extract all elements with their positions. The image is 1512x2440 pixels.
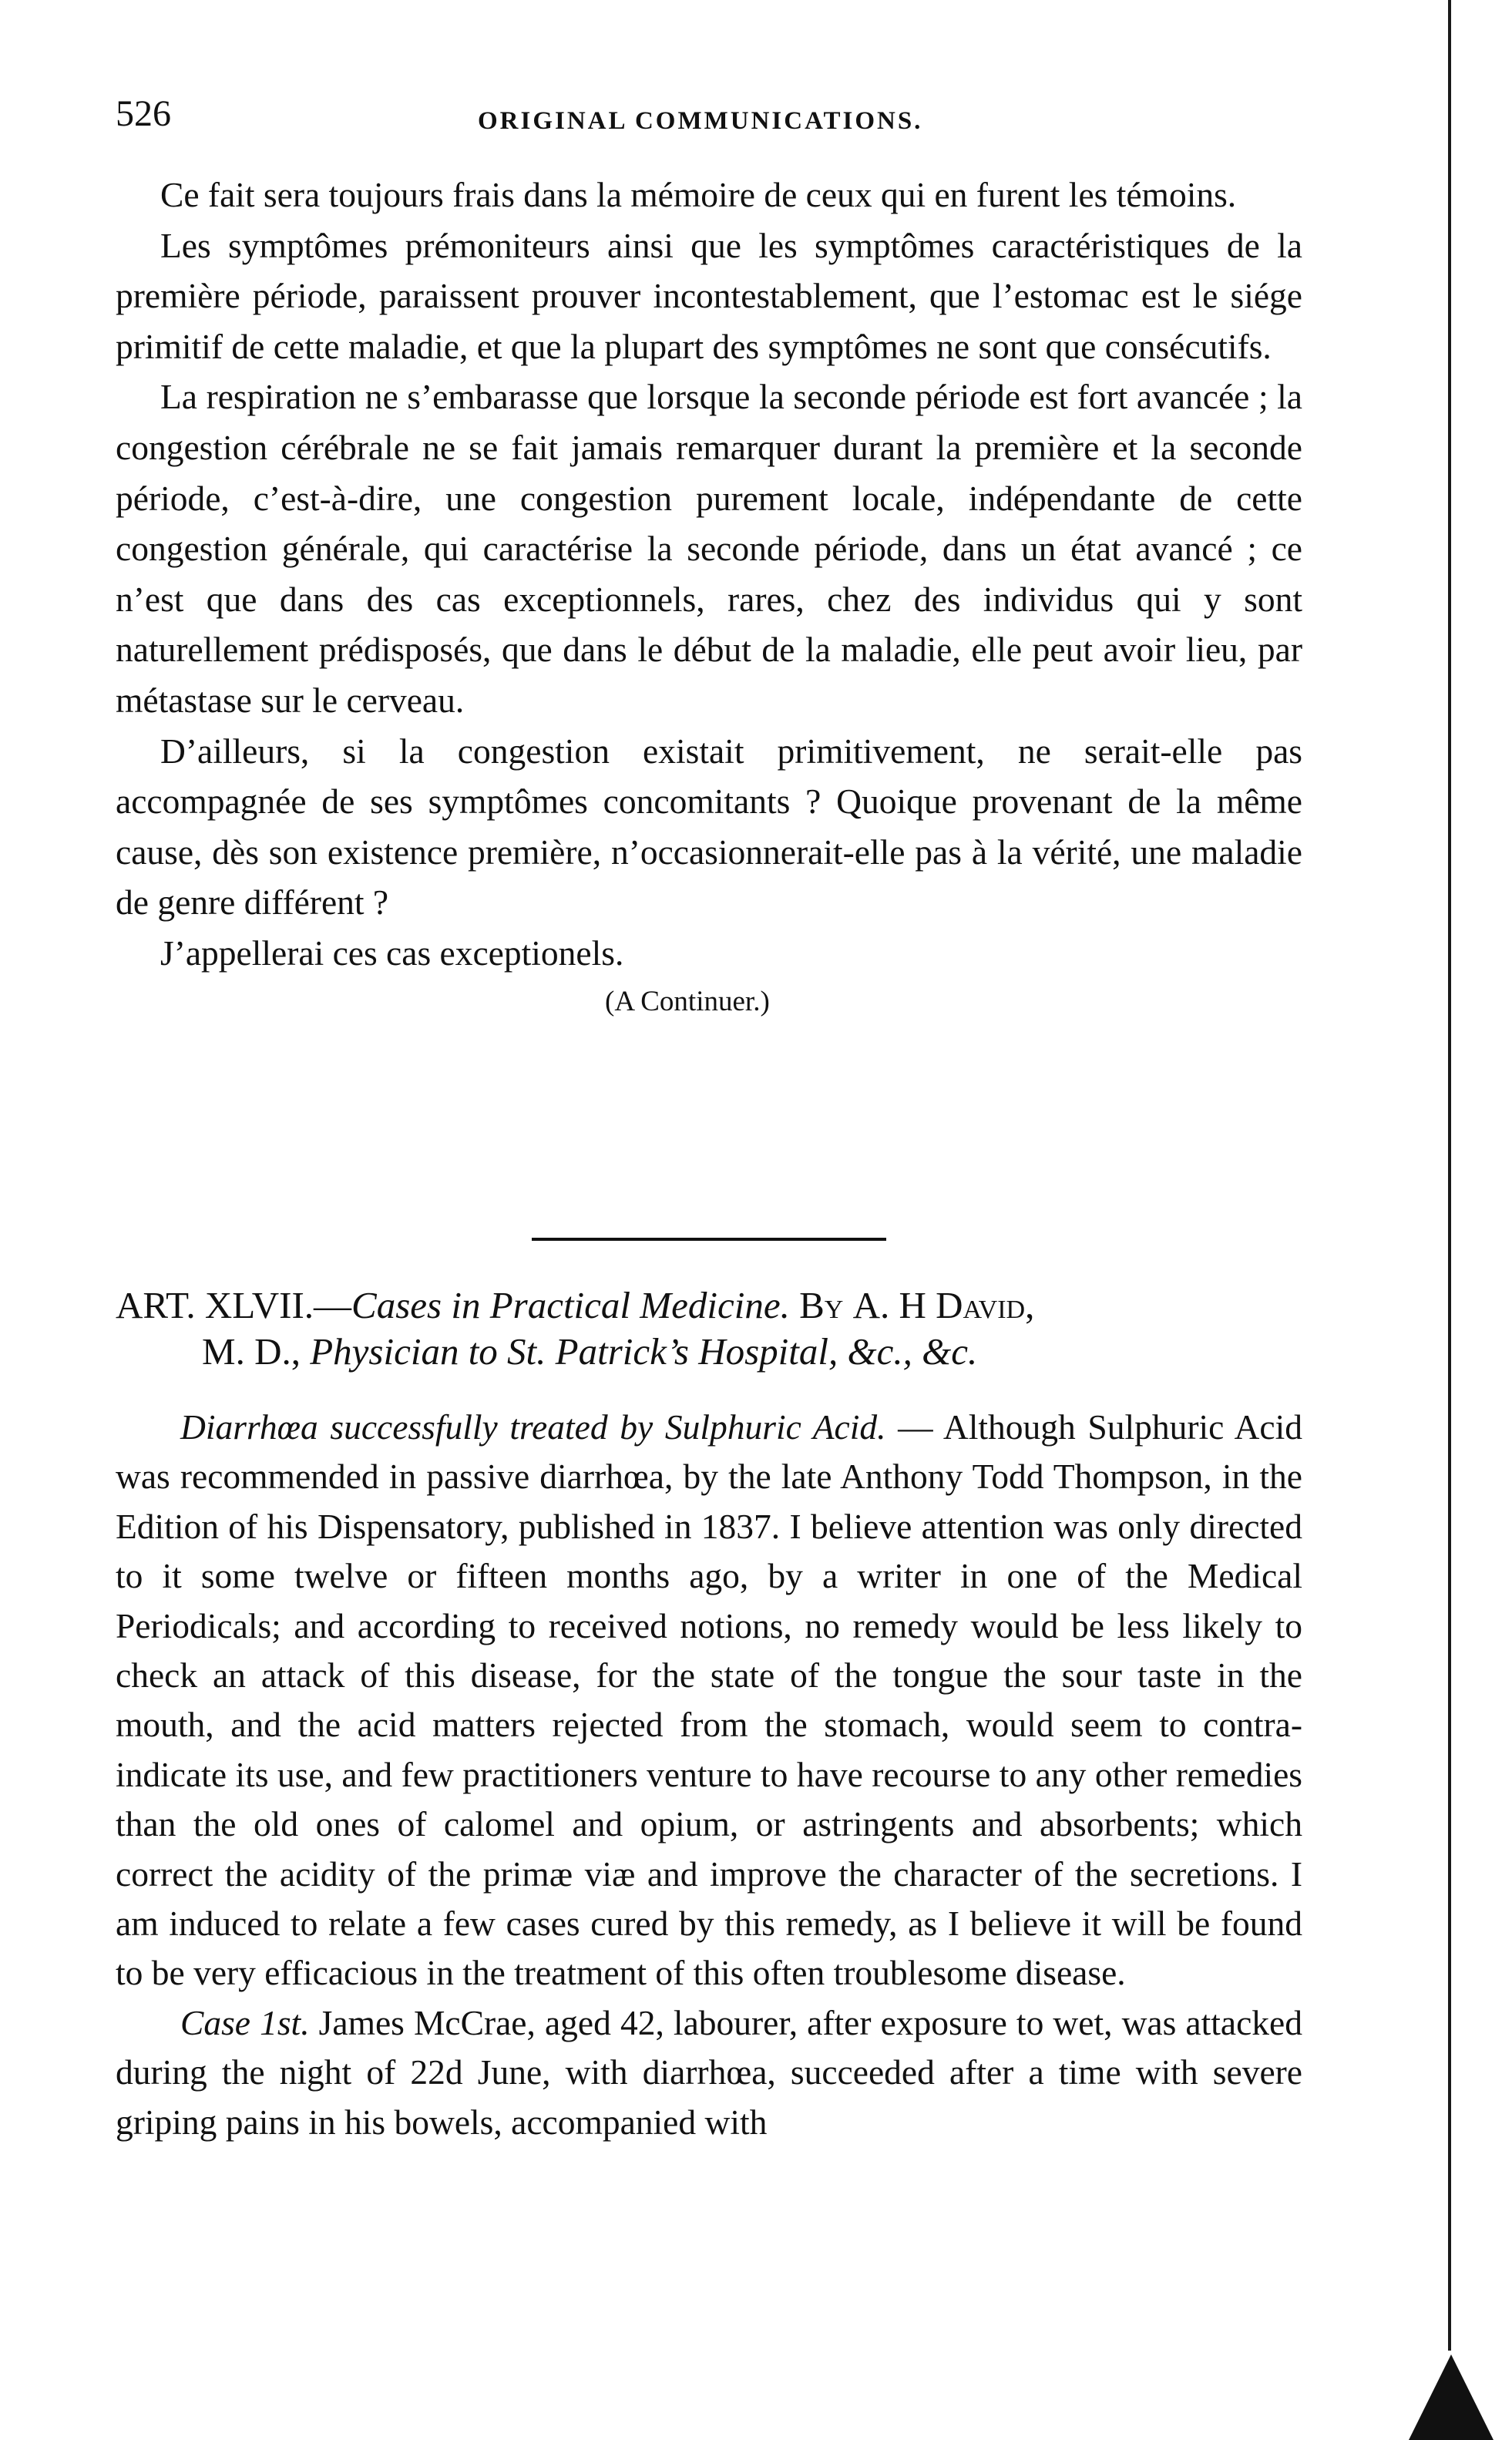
page-number: 526 bbox=[116, 93, 171, 134]
section-divider bbox=[532, 1238, 886, 1241]
french-section bbox=[116, 170, 1302, 1023]
author-degree: M. D., bbox=[202, 1330, 301, 1373]
article-body bbox=[116, 1403, 1302, 2147]
running-head: ORIGINAL COMMUNICATIONS. bbox=[478, 107, 923, 135]
paragraph: Les symptômes prémoniteurs ainsi que les symptômes caractéristiques de la première période, paraissent prouver incontestablement, que l’estomac est le siége primitif de cette maladie, et que la plupart des symptômes ne sont que consécutifs. bbox=[116, 225, 1302, 366]
paragraph bbox=[116, 1998, 1302, 2147]
article-heading-line1 bbox=[116, 1282, 1302, 1329]
page-header bbox=[116, 91, 1310, 145]
page-edge-line bbox=[1448, 0, 1451, 2351]
case-label: Case 1st. bbox=[180, 2002, 310, 2042]
paragraph bbox=[116, 1403, 1302, 1998]
author-affiliation: Physician to St. Patrick’s Hospital, &c., &c. bbox=[310, 1330, 978, 1373]
article-heading-line2 bbox=[116, 1329, 1302, 1375]
em-dash: — bbox=[885, 1407, 943, 1447]
case-text: James McCrae, aged 42, labourer, after exposure to wet, was attacked during the night of 22d June, with diarrhœa, succeeded after a time with severe griping pains in his bowels, accompanied with bbox=[116, 2002, 1302, 2142]
paragraph: J’appellerai ces cas exceptionels. bbox=[160, 933, 624, 973]
paragraph: Ce fait sera toujours frais dans la mémoire de ceux qui en furent les témoins. bbox=[160, 175, 1237, 214]
paragraph: La respiration ne s’embarasse que lorsque la seconde période est fort avancée ; la congestion cérébrale ne se fait jamais remarquer durant la première et la seconde période, c’est-à-dire, une congestion purement locale, indépendante de cette congestion générale, qui caractérise la seconde période, dans un état avancé ; ce n’est que dans des cas exceptionnels, rares, chez des individus qui y sont naturellement prédisposés, que dans le début de la maladie, elle peut avoir lieu, par métastase sur le cerveau. bbox=[116, 377, 1302, 720]
article-number: ART. XLVII.— bbox=[116, 1284, 352, 1326]
article-title: Cases in Practical Medicine. bbox=[351, 1284, 790, 1326]
paragraph: D’ailleurs, si la congestion existait primitivement, ne serait-elle pas accompagnée de ses symptômes concomitants ? Quoique provenant de la même cause, dès son existence première, n’occasionnerait-elle pas à la vérité, une maladie de genre différent ? bbox=[116, 731, 1302, 923]
article-heading bbox=[116, 1282, 1302, 1375]
paragraph-text: Although Sulphuric Acid was recommended in passive diarrhœa, by the late Anthony Todd Thompson, in the Edition of his Dispensatory, published in 1837. I believe attention was only directed to it some twelve or fifteen months ago, by a writer in one of the Medical Periodicals; and according to received notions, no remedy would be less likely to check an attack of this disease, for the state of the tongue the sour taste in the mouth, and the acid matters rejected from the stomach, would seem to contra-indicate its use, and few practitioners venture to have recourse to any other remedies than the old ones of calomel and opium, or astringents and absorbents; which correct the acidity of the primæ viæ and improve the character of the secretions. I am induced to relate a few cases cured by this remedy, as I believe it will be found to be very efficacious in the treatment of this often troublesome disease. bbox=[116, 1407, 1302, 1993]
by-label: By bbox=[799, 1284, 844, 1326]
corner-mark-shape bbox=[1409, 2354, 1494, 2440]
section-heading: Diarrhœa successfully treated by Sulphuric Acid. bbox=[180, 1407, 886, 1447]
continuation-note: (A Continuer.) bbox=[605, 985, 770, 1017]
article-author: A. H David, bbox=[852, 1284, 1035, 1326]
